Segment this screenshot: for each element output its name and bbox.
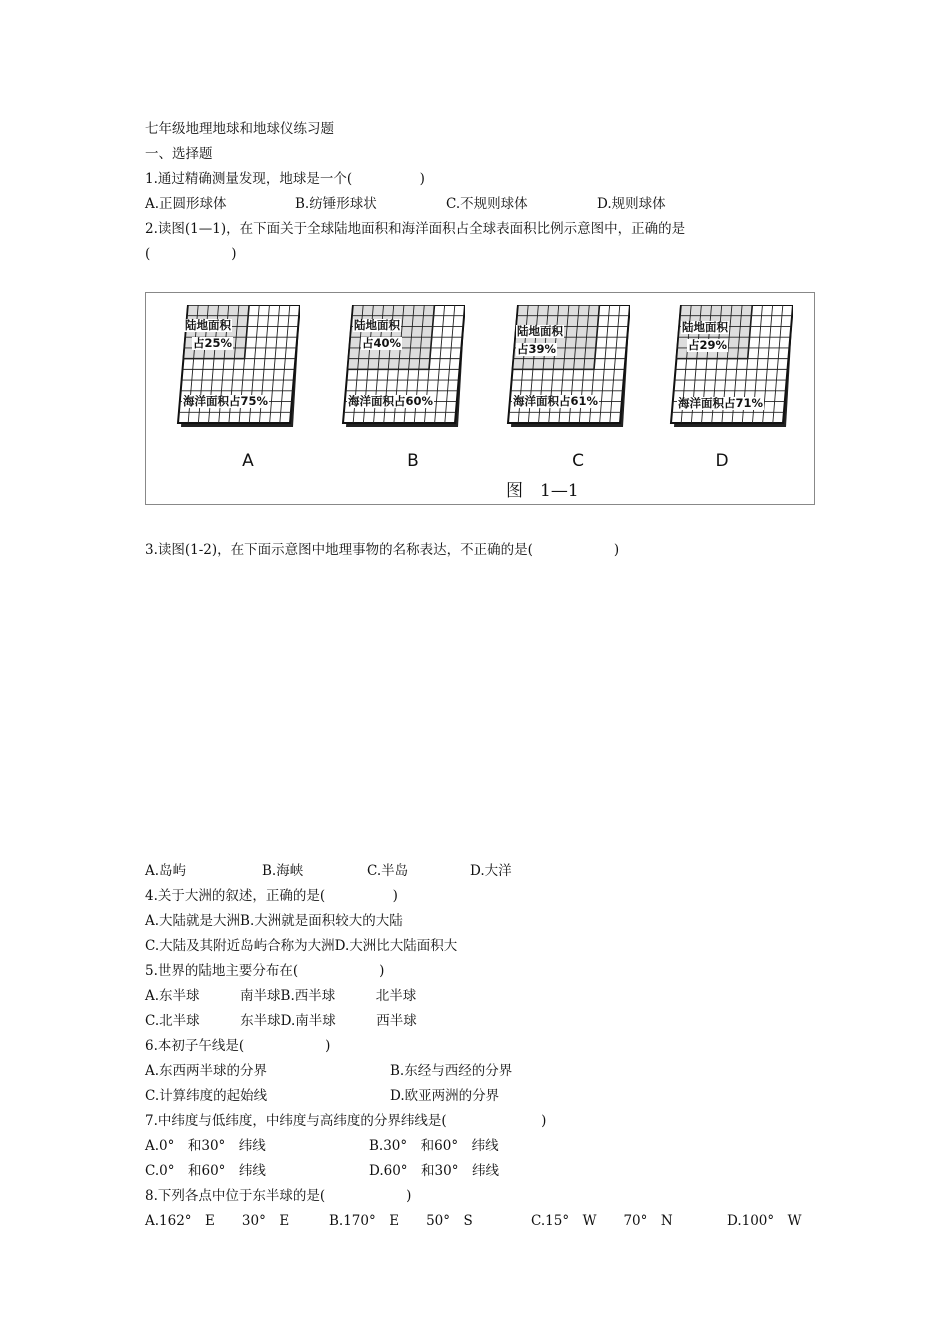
figure-panel-c (498, 305, 630, 433)
q1-option-a: A.正圆形球体 (145, 196, 227, 212)
q3-option-c: C.半岛 (367, 863, 409, 879)
figure-panel-d (661, 305, 793, 433)
panel-c-ocean: 海洋面积占61% (513, 394, 599, 408)
panel-d-ocean: 海洋面积占71% (678, 396, 764, 410)
panel-b-land-line1: 陆地面积 (354, 318, 400, 332)
q7-option-b: B.30° 和60° 纬线 (369, 1138, 499, 1154)
q5-options-line1: A.东半球 南半球B.西半球 北半球 (145, 988, 417, 1004)
panel-a-land-line1: 陆地面积 (185, 318, 231, 332)
q6-option-a: A.东西两半球的分界 (145, 1063, 268, 1079)
q6-option-d: D.欧亚两洲的分界 (390, 1088, 500, 1104)
q3-option-d: D.大洋 (470, 863, 512, 879)
panel-b-ocean: 海洋面积占60% (348, 394, 434, 408)
q8-option-d: D.100° W (727, 1213, 802, 1229)
q8-option-a: A.162° E 30° E (145, 1213, 290, 1229)
question-2-blank: ( ) (145, 246, 237, 262)
panel-d-land-line2: 占29% (688, 338, 728, 352)
q3-option-a: A.岛屿 (145, 863, 187, 879)
q6-option-b: B.东经与西经的分界 (390, 1063, 513, 1079)
panel-d-label: D (715, 451, 729, 471)
q4-options-line1: A.大陆就是大洲B.大洲就是面积较大的大陆 (145, 913, 403, 929)
figure-panel-a (168, 305, 300, 433)
question-1: 1.通过精确测量发现，地球是一个( ) (145, 171, 425, 187)
panel-a-label: A (242, 451, 254, 471)
figure-panel-b (333, 305, 465, 433)
panel-c-land-line2: 占39% (517, 342, 557, 356)
question-6: 6.本初子午线是( ) (145, 1038, 331, 1054)
question-5: 5.世界的陆地主要分布在( ) (145, 963, 385, 979)
question-8: 8.下列各点中位于东半球的是( ) (145, 1188, 412, 1204)
question-7: 7.中纬度与低纬度，中纬度与高纬度的分界纬线是( ) (145, 1113, 547, 1129)
panel-c-label: C (572, 451, 584, 471)
panel-b-label: B (407, 451, 419, 471)
q1-option-d: D.规则球体 (597, 196, 666, 212)
q8-option-c: C.15° W 70° N (531, 1213, 673, 1229)
q6-option-c: C.计算纬度的起始线 (145, 1088, 268, 1104)
q7-option-a: A.0° 和30° 纬线 (145, 1138, 266, 1154)
q1-option-b: B.纺锤形球状 (295, 196, 377, 212)
question-2: 2.读图(1—1)，在下面关于全球陆地面积和海洋面积占全球表面积比例示意图中，正确的是 (145, 221, 686, 237)
section-heading: 一、选择题 (145, 146, 213, 162)
q7-option-d: D.60° 和30° 纬线 (369, 1163, 499, 1179)
figure-1-1 (145, 292, 815, 505)
doc-title: 七年级地理地球和地球仪练习题 (145, 121, 334, 137)
panel-b-land-line2: 占40% (362, 336, 402, 350)
figure-caption: 图 1—1 (506, 481, 579, 501)
panel-a-land-line2: 占25% (193, 336, 233, 350)
q1-option-c: C.不规则球体 (446, 196, 528, 212)
panel-c-land-line1: 陆地面积 (517, 324, 563, 338)
panel-d-land-line1: 陆地面积 (682, 320, 728, 334)
q3-option-b: B.海峡 (262, 863, 304, 879)
q4-options-line2: C.大陆及其附近岛屿合称为大洲D.大洲比大陆面积大 (145, 938, 458, 954)
question-4: 4.关于大洲的叙述，正确的是( ) (145, 888, 398, 904)
q5-options-line2: C.北半球 东半球D.南半球 西半球 (145, 1013, 417, 1029)
question-3: 3.读图(1-2)，在下面示意图中地理事物的名称表达，不正确的是( ) (145, 542, 620, 558)
panel-a-ocean: 海洋面积占75% (183, 394, 269, 408)
q7-option-c: C.0° 和60° 纬线 (145, 1163, 266, 1179)
q8-option-b: B.170° E 50° S (329, 1213, 473, 1229)
